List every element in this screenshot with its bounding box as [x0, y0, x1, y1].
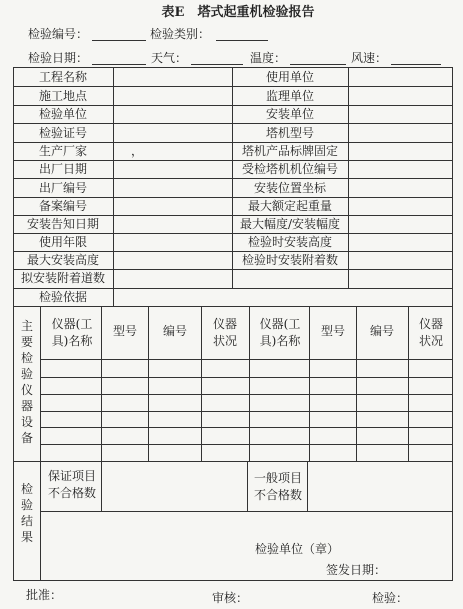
- review-label: 审核：: [212, 591, 249, 605]
- inspect-label: 检验：: [372, 591, 409, 605]
- info-right-label-1: 使用单位: [265, 70, 315, 84]
- wind-speed-field[interactable]: [391, 64, 441, 65]
- instrument-header-model-1: 型号: [112, 324, 138, 338]
- info-left-label-11: 最大安装高度: [26, 253, 100, 267]
- issue-date-label: 签发日期：: [326, 563, 387, 577]
- instrument-header-model-2: 型号: [320, 324, 346, 338]
- inspection-no-field[interactable]: [92, 40, 146, 41]
- instrument-header-status-2: 仪器状况: [418, 317, 443, 348]
- inspection-no-label: 检验编号：: [28, 27, 89, 41]
- temperature-label: 温度：: [250, 51, 287, 65]
- inspection-type-field[interactable]: [216, 40, 268, 41]
- temperature-field[interactable]: [290, 64, 346, 65]
- info-left-label-8: 备案编号: [38, 199, 88, 213]
- info-left-label-3: 检验单位: [38, 107, 88, 121]
- inspection-date-label: 检验日期：: [28, 51, 89, 65]
- info-left-label-5: 生产厂家: [38, 144, 88, 158]
- info-right-label-11: 检验时安装附着数: [241, 253, 339, 267]
- wind-speed-label: 风速：: [351, 51, 388, 65]
- inspection-date-field[interactable]: [92, 64, 146, 65]
- info-left-label-2: 施工地点: [38, 89, 88, 103]
- instrument-header-number-1: 编号: [162, 324, 188, 338]
- general-items-label: 一般项目不合格数: [253, 471, 302, 502]
- info-left-label-12: 拟安装附着道数: [20, 271, 106, 285]
- stray-mark: ，: [131, 144, 144, 158]
- info-right-label-5: 塔机产品标牌固定: [241, 144, 339, 158]
- info-left-label-1: 工程名称: [38, 70, 88, 84]
- instrument-header-name-1: 仪器(工具)名称: [51, 317, 93, 348]
- inspection-type-label: 检验类别：: [150, 27, 211, 41]
- info-left-label-6: 出厂日期: [38, 162, 88, 176]
- info-right-label-3: 安装单位: [265, 107, 315, 121]
- info-left-label-4: 检验证号: [38, 126, 88, 140]
- approve-label: 批准：: [26, 588, 63, 602]
- info-right-label-7: 安装位置坐标: [253, 181, 327, 195]
- guarantee-items-label: 保证项目不合格数: [47, 469, 96, 500]
- weather-field[interactable]: [191, 64, 243, 65]
- instrument-header-status-1: 仪器状况: [212, 317, 237, 348]
- result-side-label: 检验结果: [20, 482, 33, 544]
- info-right-label-9: 最大幅度/安装幅度: [239, 217, 341, 231]
- info-right-label-8: 最大额定起重量: [247, 199, 333, 213]
- info-right-label-10: 检验时安装高度: [247, 235, 333, 249]
- info-left-label-7: 出厂编号: [38, 181, 88, 195]
- page-title: 表E 塔式起重机检验报告: [161, 5, 315, 20]
- info-left-label-9: 安装告知日期: [26, 217, 100, 231]
- weather-label: 天气：: [151, 51, 188, 65]
- info-right-label-2: 监理单位: [265, 89, 315, 103]
- info-right-label-4: 塔机型号: [265, 126, 315, 140]
- info-right-label-6: 受检塔机机位编号: [241, 162, 339, 176]
- instruments-side-label: 主要检验仪器设备: [20, 319, 33, 445]
- instrument-header-name-2: 仪器(工具)名称: [259, 317, 301, 348]
- info-left-label-13: 检验依据: [38, 290, 88, 304]
- info-left-label-10: 使用年限: [38, 235, 88, 249]
- inspection-unit-seal-label: 检验单位（章）: [255, 542, 340, 556]
- instrument-header-number-2: 编号: [369, 324, 395, 338]
